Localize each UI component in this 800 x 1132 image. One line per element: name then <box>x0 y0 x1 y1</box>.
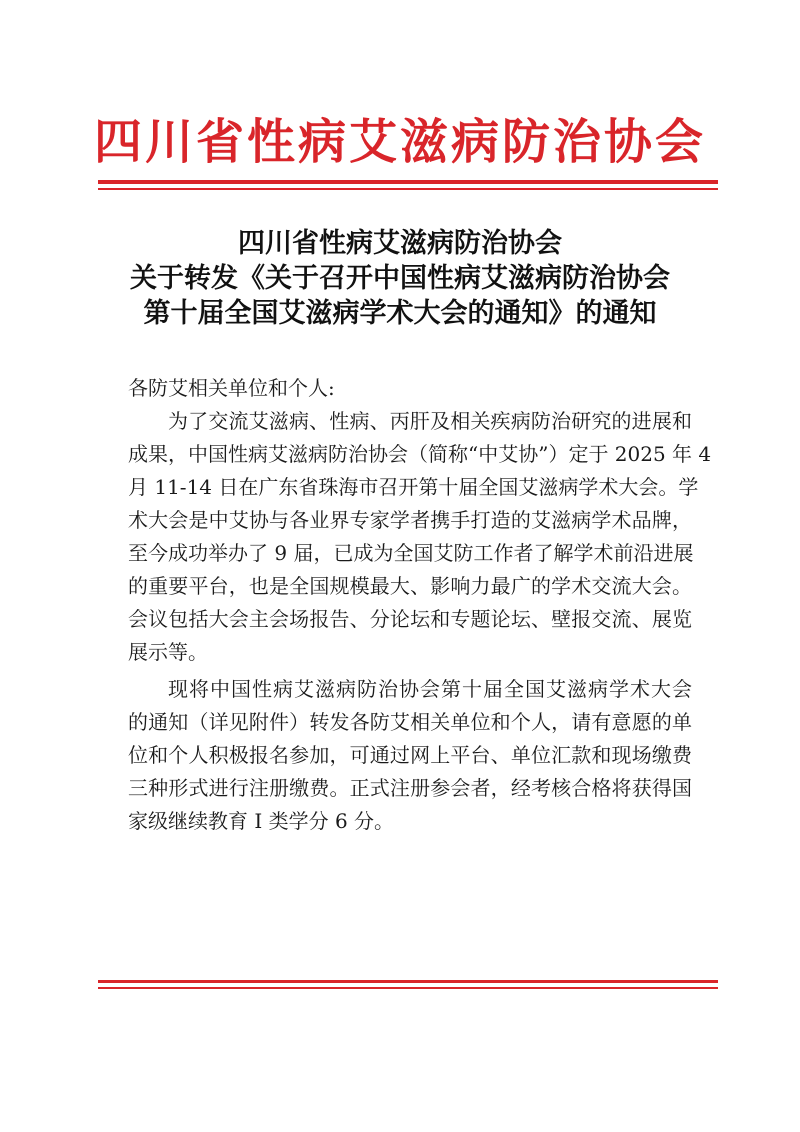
paragraph-line: 会议包括大会主会场报告、分论坛和专题论坛、壁报交流、展览 <box>128 607 692 631</box>
paragraph-line: 位和个人积极报名参加，可通过网上平台、单位汇款和现场缴费 <box>128 743 692 767</box>
paragraph-line: 月 11-14 日在广东省珠海市召开第十届全国艾滋病学术大会。学 <box>128 475 699 499</box>
footer-rule-thick <box>98 980 718 983</box>
letterhead-rule-thin <box>98 188 718 190</box>
paragraph-line: 至今成功举办了 9 届，已成为全国艾防工作者了解学术前沿进展 <box>128 541 694 565</box>
paragraph <box>128 405 712 669</box>
title-line: 四川省性病艾滋病防治协会 <box>238 228 562 259</box>
title-line: 第十届全国艾滋病学术大会的通知》的通知 <box>143 298 657 329</box>
paragraph-line: 三种形式进行注册缴费。正式注册参会者，经考核合格将获得国 <box>128 776 692 800</box>
letterhead-rule-thick <box>98 180 718 184</box>
paragraph-line: 现将中国性病艾滋病防治协会第十届全国艾滋病学术大会 <box>168 677 692 701</box>
paragraph-line: 展示等。 <box>128 640 208 664</box>
paragraph-line: 的重要平台，也是全国规模最大、影响力最广的学术交流大会。 <box>128 574 692 598</box>
paragraph-line: 家级继续教育 I 类学分 6 分。 <box>128 809 395 833</box>
salutation: 各防艾相关单位和个人: <box>128 376 335 400</box>
footer-rule-thin <box>98 987 718 989</box>
paragraph-line: 成果，中国性病艾滋病防治协会（简称“中艾协”）定于 2025 年 4 <box>128 442 712 466</box>
paragraph-line: 为了交流艾滋病、性病、丙肝及相关疾病防治研究的进展和 <box>168 409 692 433</box>
paragraph <box>128 673 692 838</box>
document-body <box>128 372 712 838</box>
paragraph-line: 术大会是中艾协与各业界专家学者携手打造的艾滋病学术品牌， <box>128 508 692 532</box>
paragraph-line: 的通知（详见附件）转发各防艾相关单位和个人，请有意愿的单 <box>128 710 692 734</box>
title-line: 关于转发《关于召开中国性病艾滋病防治协会 <box>130 263 670 294</box>
letterhead-org-name: 四川省性病艾滋病防治协会 <box>93 114 706 170</box>
document-title <box>0 226 800 331</box>
